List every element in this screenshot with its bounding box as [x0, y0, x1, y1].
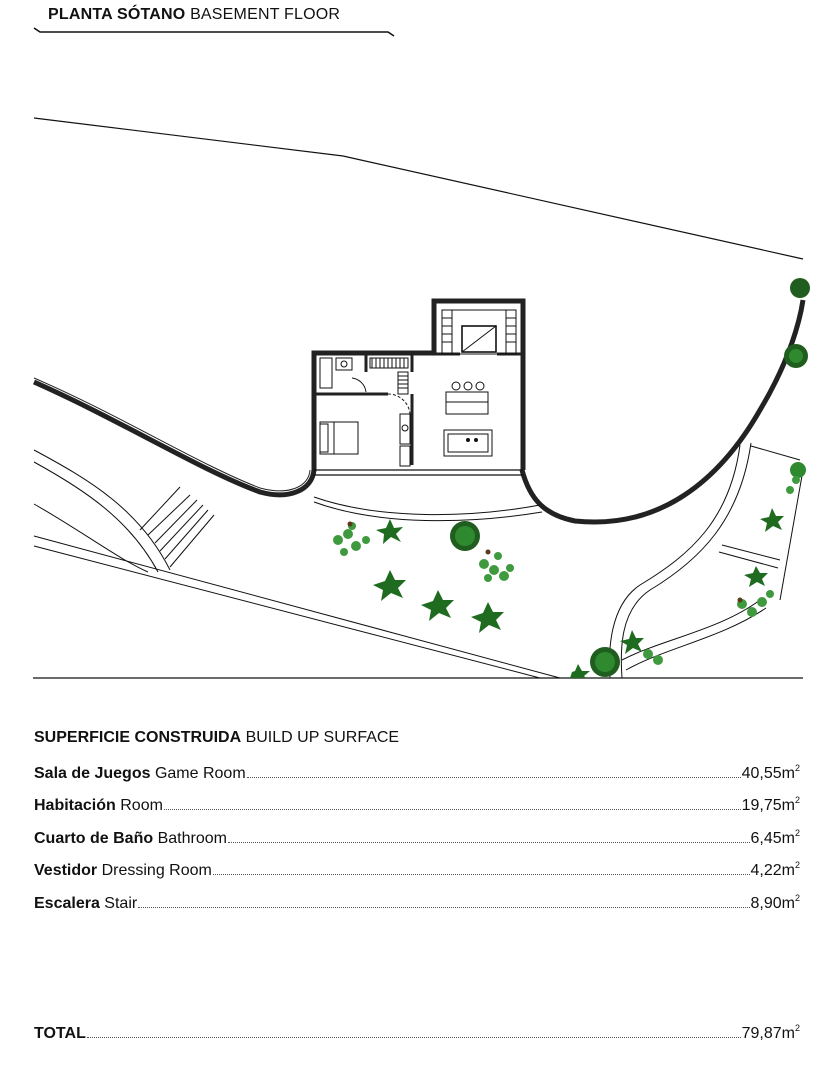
surface-row-stair — [34, 891, 800, 913]
dot-leader — [247, 777, 741, 778]
site-boundary — [33, 118, 803, 678]
unit-superscript: 2 — [794, 828, 800, 838]
row-label-en: Room — [120, 797, 163, 814]
dot-leader — [138, 907, 749, 908]
dot-leader — [213, 874, 750, 875]
surface-total-row — [34, 1021, 800, 1043]
row-label-es: Escalera — [34, 895, 100, 912]
surface-row-room — [34, 793, 800, 815]
bedroom-furniture — [320, 414, 410, 466]
row-label-en: Stair — [104, 895, 138, 912]
row-label-es: Sala de Juegos — [34, 765, 151, 782]
dot-leader — [228, 842, 750, 843]
surface-title-en: BUILD UP SURFACE — [245, 729, 400, 746]
retaining-wall — [34, 300, 803, 522]
dot-leader — [164, 809, 741, 810]
row-label-en: Bathroom — [157, 830, 227, 847]
row-value: 6,45m — [750, 830, 795, 847]
unit-superscript: 2 — [794, 795, 800, 805]
surface-row-game-room — [34, 761, 800, 783]
row-label-es: Cuarto de Baño — [34, 830, 154, 847]
total-value: 79,87m — [741, 1025, 795, 1042]
game-room-furniture — [444, 382, 492, 456]
surface-row-dressing-room — [34, 858, 800, 880]
terrace-edge — [314, 497, 542, 521]
unit-superscript: 2 — [794, 763, 800, 773]
garden-paths — [34, 443, 803, 678]
row-label-en: Dressing Room — [101, 862, 212, 879]
unit-superscript: 2 — [794, 1023, 800, 1033]
surface-title-es: SUPERFICIE CONSTRUIDA — [34, 729, 242, 746]
row-value: 19,75m — [741, 797, 795, 814]
row-value: 40,55m — [741, 765, 795, 782]
row-label-en: Game Room — [154, 765, 246, 782]
garden-trees — [333, 278, 810, 678]
row-label-es: Habitación — [34, 797, 116, 814]
row-label-es: Vestidor — [34, 862, 98, 879]
surface-row-bathroom — [34, 826, 800, 848]
total-label: TOTAL — [34, 1025, 86, 1042]
surface-title — [34, 729, 399, 747]
unit-superscript: 2 — [794, 860, 800, 870]
unit-superscript: 2 — [794, 893, 800, 903]
dot-leader — [87, 1037, 741, 1038]
row-value: 4,22m — [750, 862, 795, 879]
row-value: 8,90m — [750, 895, 795, 912]
stair — [442, 310, 516, 354]
page-title-es: PLANTA SÓTANO — [48, 6, 186, 23]
page-title-en: BASEMENT FLOOR — [190, 6, 341, 23]
